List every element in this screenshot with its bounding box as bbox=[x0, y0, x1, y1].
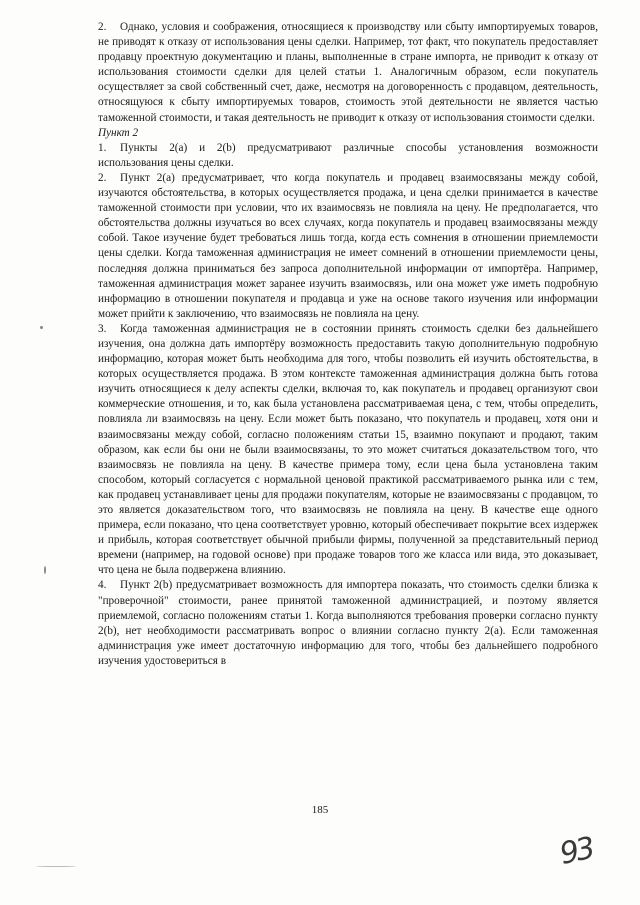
paragraph-2 bbox=[98, 171, 598, 322]
page-number: 185 bbox=[311, 804, 329, 816]
scan-speck bbox=[40, 326, 43, 329]
handwritten-page-number: 93 bbox=[556, 831, 596, 872]
scan-speck bbox=[44, 566, 46, 574]
paragraph-number: 2. bbox=[98, 21, 107, 33]
paragraph-number: 2. bbox=[98, 171, 107, 184]
paragraph-1 bbox=[98, 141, 598, 171]
paragraph-number: 3. bbox=[98, 322, 107, 335]
paragraph-2-conditions bbox=[98, 20, 598, 126]
paragraph-text: Однако, условия и соображения, относящиеся к производству или сбыту импортируемых товаров, не приводят к отказу от использования цены сделки. Например, тот факт, что покупатель предоставляет продавцу проектную документацию и планы, выполненные в стране импорта, не приводит к отказу от использования стоимости сделки для целей статьи 1. Аналогичным образом, если покупатель осуществляет за свой собственный счет, даже, несмотря на договоренность с продавцом, деятельность, относящуюся к сбыту импортируемых товаров, стоимость этой деятельности не является частью таможенной стоимости, и такая деятельность не приводит к отказу от использования стоимости сделки. bbox=[98, 21, 598, 124]
paragraph-text: Пункт 2(а) предусматривает, что когда покупатель и продавец взаимосвязаны между собой, изучаются обстоятельства, в которых осуществляется продажа, и цена сделки принимается в качестве таможенной стоимости при условии, что их взаимосвязь не повлияла на цену. Не предполагается, что обстоятельства должны изучаться во всех случаях, когда покупатель и продавец взаимосвязаны между собой. Такое изучение будет требоваться лишь тогда, когда есть сомнения в отношении приемлемости цены сделки. Когда таможенная администрация не имеет сомнений в отношении приемлемости цены, последняя должна приниматься без запроса дополнительной информации от импортёра. Например, таможенная администрация может заранее изучить взаимосвязь, или она может уже иметь подробную информацию в отношении покупателя и продавца и уже на основе такого изучения или информации может прийти к заключению, что взаимосвязь не повлияла на цену. bbox=[98, 171, 598, 320]
document-body bbox=[98, 20, 598, 669]
scan-speck bbox=[36, 866, 76, 867]
paragraph-4 bbox=[98, 578, 598, 669]
paragraph-text: Когда таможенная администрация не в состоянии принять стоимость сделки без дальнейшего изучения, она должна дать импортёру возможность предоставить такую дополнительную подробную информацию, которая может быть необходима для того, чтобы позволить ей изучить обстоятельства, в которых осуществляется продажа. В этом контексте таможенная администрация должна быть готова изучить относящиеся к делу аспекты сделки, включая то, как покупатель и продавец организуют свои коммерческие отношения, и то, как была установлена рассматриваемая цена, с тем, чтобы определить, повлияла ли взаимосвязь на цену. Если может быть показано, что покупатель и продавец, хотя они и взаимосвязаны между собой, согласно положениям статьи 15, взаимно покупают и продают, таким образом, как если бы они не были взаимосвязаны, то это может считаться доказательством того, что взаимосвязь не повлияла на цену. В качестве примера тому, если цена была установлена таким способом, который согласуется с нормальной ценовой практикой рассматриваемого рынка или с тем, как продавец устанавливает цены для продажи покупателям, которые не взаимосвязаны с продавцом, то это является доказательством того, что взаимосвязь не повлияла на цену. В качестве еще одного примера, если показано, что цена соответствует уровню, который обеспечивает покрытие всех издержек и прибыль, которая соответствует обычной прибыли фирмы, полученной за представительный период времени (например, на годовой основе) при продаже товаров того же класса или вида, это доказывает, что цена не была подвержена влиянию. bbox=[98, 322, 598, 577]
paragraph-number: 4. bbox=[98, 579, 107, 592]
section-heading-punkt-2: Пункт 2 bbox=[98, 126, 139, 139]
paragraph-number: 1. bbox=[98, 141, 107, 154]
paragraph-3 bbox=[98, 322, 598, 579]
paragraph-text: Пункты 2(а) и 2(b) предусматривают различные способы установления возможности использования цены сделки. bbox=[98, 141, 598, 169]
paragraph-text: Пункт 2(b) предусматривает возможность для импортера показать, что стоимость сделки близка к "проверочной" стоимости, ранее принятой таможенной администрацией, и поэтому является приемлемой, согласно положениям статьи 1. Когда выполняются требования проверки согласно пункту 2(b), нет необходимости рассматривать вопрос о влиянии согласно пункту 2(а). Если таможенная администрация уже имеет достаточную информацию для того, чтобы без дальнейшего подробного изучения удостовериться в bbox=[98, 579, 598, 667]
